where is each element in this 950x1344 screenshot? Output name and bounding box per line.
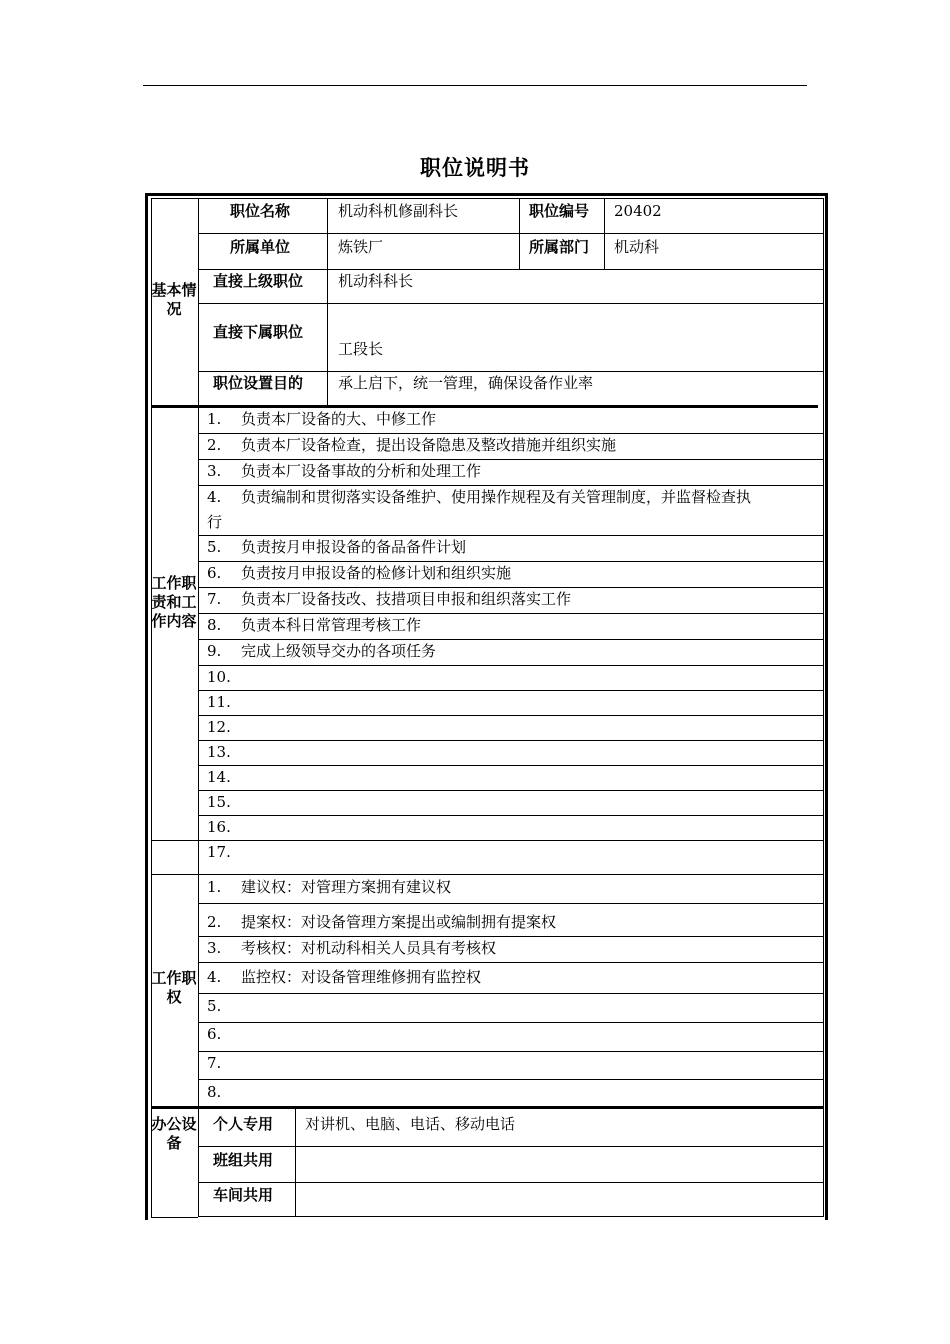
duty-item: 16. <box>207 818 231 836</box>
form-inner-frame <box>151 198 824 1217</box>
section-line <box>151 1106 824 1109</box>
row-line <box>198 1216 824 1217</box>
row-line <box>198 765 824 766</box>
duty-item: 6. 负责按月申报设备的检修计划和组织实施 <box>207 564 512 582</box>
duty-item-continuation: 行 <box>207 513 223 531</box>
row-line <box>198 740 824 741</box>
row-line <box>198 233 824 234</box>
row-line <box>198 903 824 904</box>
duties-section-label: 工作职责和工作内容 <box>151 574 197 630</box>
row-line <box>198 715 824 716</box>
authority-section-label: 工作职权 <box>151 969 197 1006</box>
section-divider <box>198 198 199 1217</box>
duty-item: 12. <box>207 718 231 736</box>
equipment-section-label: 办公设备 <box>151 1115 197 1152</box>
row-line <box>198 690 824 691</box>
equipment-team-label: 班组共用 <box>213 1151 274 1169</box>
duty-item: 13. <box>207 743 231 761</box>
position-name-label: 职位名称 <box>230 202 291 220</box>
purpose-label: 职位设置目的 <box>213 374 304 392</box>
authority-item: 6. <box>207 1025 222 1043</box>
duty-item: 17. <box>207 843 231 861</box>
row-line <box>151 840 824 841</box>
authority-item: 3. 考核权：对机动科相关人员具有考核权 <box>207 939 497 957</box>
row-line <box>198 665 824 666</box>
row-line <box>198 815 824 816</box>
row-line <box>198 1022 824 1023</box>
dept-label: 所属部门 <box>529 238 590 256</box>
purpose-value: 承上启下，统一管理，确保设备作业率 <box>338 374 594 392</box>
duty-item: 15. <box>207 793 231 811</box>
superior-label: 直接上级职位 <box>213 272 304 290</box>
duty-item: 14. <box>207 768 231 786</box>
position-code-label: 职位编号 <box>529 202 590 220</box>
subordinate-value: 工段长 <box>338 340 384 358</box>
basic-section-label: 基本情况 <box>151 281 197 318</box>
authority-item: 5. <box>207 997 222 1015</box>
authority-item: 2. 提案权：对设备管理方案提出或编制拥有提案权 <box>207 913 557 931</box>
equipment-workshop-label: 车间共用 <box>213 1186 274 1204</box>
authority-item: 7. <box>207 1054 222 1072</box>
row-line <box>198 303 824 304</box>
row-line <box>198 1182 824 1183</box>
authority-item: 1. 建议权：对管理方案拥有建议权 <box>207 878 452 896</box>
basic-col-divider <box>519 198 520 270</box>
dept-value: 机动科 <box>614 238 660 256</box>
duty-item: 7. 负责本厂设备技改、技措项目申报和组织落实工作 <box>207 590 572 608</box>
equipment-col-divider <box>295 1108 296 1217</box>
row-line <box>198 269 824 270</box>
page-title: 职位说明书 <box>420 156 530 180</box>
row-line <box>198 962 824 963</box>
duty-item: 1. 负责本厂设备的大、中修工作 <box>207 410 437 428</box>
row-line <box>198 1146 824 1147</box>
duty-item: 10. <box>207 668 231 686</box>
position-name-value: 机动科机修副科长 <box>338 202 459 220</box>
row-line <box>198 1051 824 1052</box>
basic-col-divider <box>604 198 605 270</box>
header-rule <box>143 85 807 86</box>
authority-item: 4. 监控权：对设备管理维修拥有监控权 <box>207 968 482 986</box>
duty-item: 8. 负责本科日常管理考核工作 <box>207 616 422 634</box>
row-line <box>151 1217 198 1218</box>
row-line <box>198 371 824 372</box>
row-line <box>198 993 824 994</box>
duty-item: 2. 负责本厂设备检查，提出设备隐患及整改措施并组织实施 <box>207 436 617 454</box>
equipment-personal-label: 个人专用 <box>213 1115 274 1133</box>
superior-value: 机动科科长 <box>338 272 414 290</box>
unit-label: 所属单位 <box>230 238 291 256</box>
duty-item: 9. 完成上级领导交办的各项任务 <box>207 642 437 660</box>
row-line <box>198 1079 824 1080</box>
row-line <box>198 790 824 791</box>
position-code-value: 20402 <box>614 202 662 220</box>
equipment-personal-value: 对讲机、电脑、电话、移动电话 <box>305 1115 516 1133</box>
duty-item: 5. 负责按月申报设备的备品备件计划 <box>207 538 467 556</box>
duty-item: 4. 负责编制和贯彻落实设备维护、使用操作规程及有关管理制度，并监督检查执 <box>207 488 752 506</box>
duty-item: 11. <box>207 693 231 711</box>
subordinate-label: 直接下属职位 <box>213 323 304 341</box>
duty-item: 3. 负责本厂设备事故的分析和处理工作 <box>207 462 482 480</box>
authority-item: 8. <box>207 1083 222 1101</box>
unit-value: 炼铁厂 <box>338 238 384 256</box>
